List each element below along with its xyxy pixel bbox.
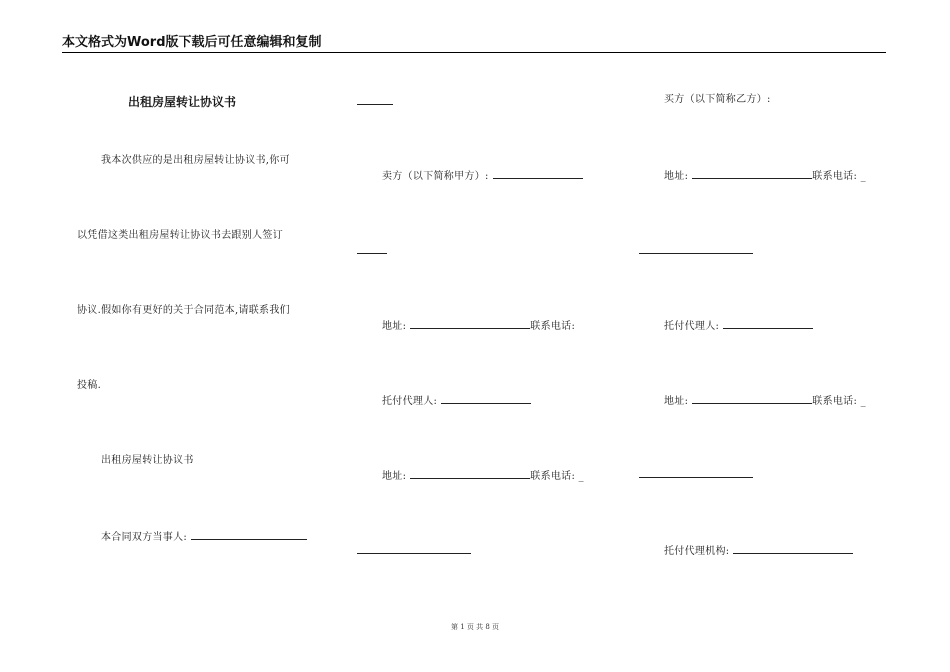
blank-line [357,104,393,105]
buyer-agent-address-field [664,393,866,409]
address-label: 地址: [382,321,407,332]
document-title: 出租房屋转让协议书 [128,95,237,109]
document-header: 本文格式为Word版下载后可任意编辑和复制 [62,33,886,53]
address-label: 地址: [664,396,689,407]
seller-label: 卖方（以下简称甲方）: [382,171,489,182]
parties-label-text: 本合同双方当事人: [101,532,188,543]
intro-line-3: 协议.假如你有更好的关于合同范本,请联系我们 [77,305,290,316]
intro-line-4: 投稿. [77,380,102,391]
agent-label: 托付代理人: [664,321,720,332]
blank-line [639,253,753,254]
address-blank [410,468,530,479]
seller-agent-address-field [382,468,584,484]
seller-blank [493,168,583,179]
blank-line [639,477,753,478]
seller-agent-field [382,393,531,409]
address-blank [692,168,812,179]
agency-field [664,543,853,559]
phone-label: 联系电话: _ [812,171,866,182]
address-label: 地址: [382,471,407,482]
seller-address-field [382,318,575,334]
section-heading: 出租房屋转让协议书 [101,455,194,466]
address-blank [692,393,812,404]
phone-label: 联系电话: [530,321,576,332]
intro-line-2: 以凭借这类出租房屋转让协议书去跟别人签订 [77,230,283,241]
address-blank [410,318,530,329]
buyer-field: 买方（以下简称乙方）: [664,94,771,105]
page-number: 第 1 页 共 8 页 [450,623,500,631]
seller-field [382,168,583,184]
intro-line-1: 我本次供应的是出租房屋转让协议书,你可 [101,155,290,166]
agent-blank [441,393,531,404]
phone-label: 联系电话: _ [812,396,866,407]
blank-line [357,553,471,554]
agency-label: 托付代理机构: [664,546,730,557]
blank-line [357,253,387,254]
buyer-address-field [664,168,866,184]
parties-blank [191,529,307,540]
agency-blank [733,543,853,554]
agent-blank [723,318,813,329]
parties-label [101,529,307,545]
agent-label: 托付代理人: [382,396,438,407]
address-label: 地址: [664,171,689,182]
buyer-agent-field [664,318,813,334]
phone-label: 联系电话: _ [530,471,584,482]
